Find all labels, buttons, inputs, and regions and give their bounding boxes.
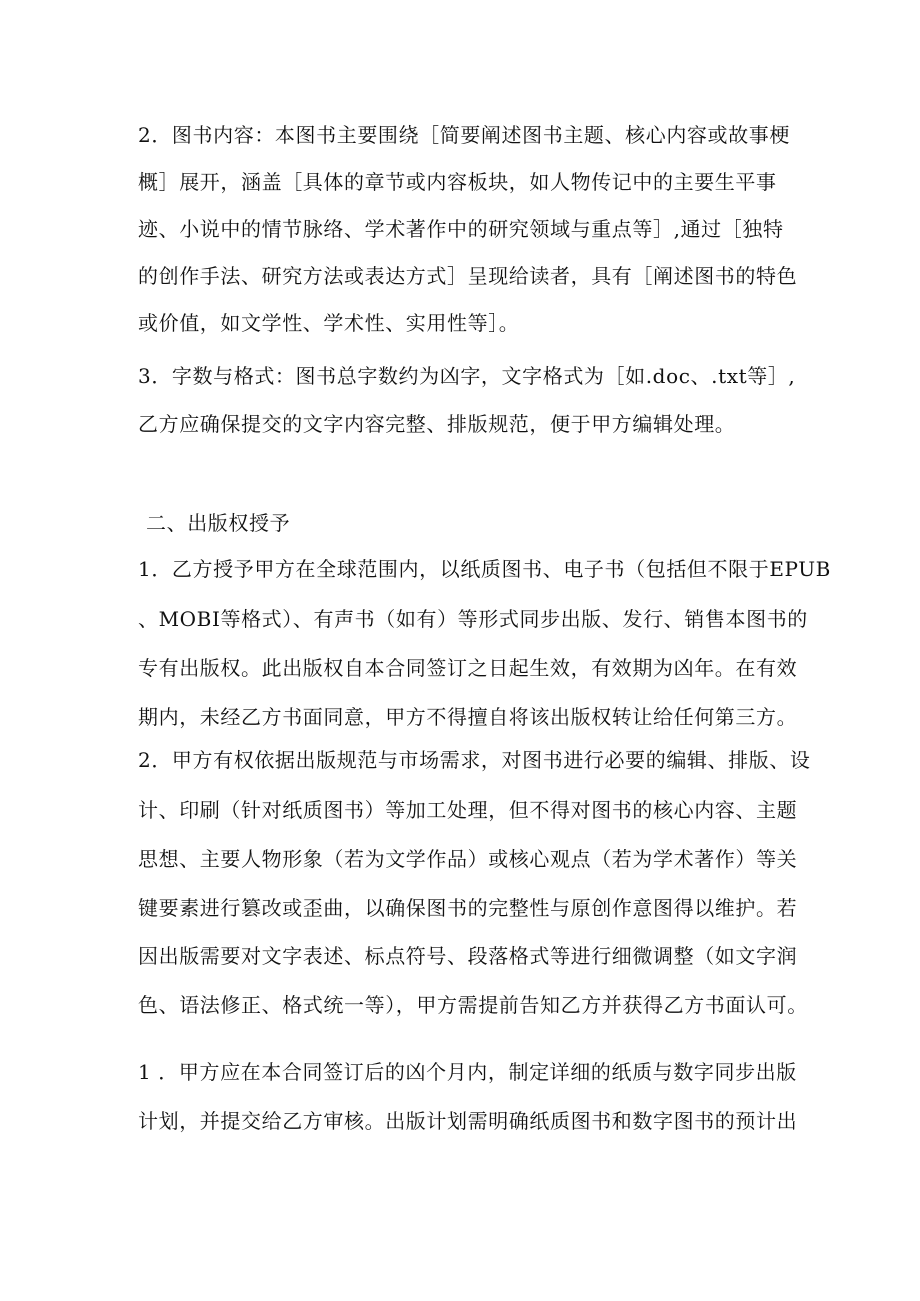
paragraph-line: 计划，并提交给乙方审核。出版计划需明确纸质图书和数字图书的预计出 [138,1109,798,1133]
paragraph-line: 专有出版权。此出版权自本合同签订之日起生效，有效期为凶年。在有效 [138,656,798,680]
paragraph-line: 3．字数与格式：图书总字数约为凶字，文字格式为［如.doc、.txt等］, [138,364,796,388]
paragraph-line: 期内，未经乙方书面同意，甲方不得擅自将该出版权转让给任何第三方。 [138,705,798,729]
paragraph-line: 、MOBI等格式）、有声书（如有）等形式同步出版、发行、销售本图书的 [138,607,808,631]
paragraph-line: 1 ．甲方应在本合同签订后的凶个月内，制定详细的纸质与数字同步出版 [138,1060,797,1084]
paragraph-line: 键要素进行篡改或歪曲，以确保图书的完整性与原创作意图得以维护。若 [138,896,798,920]
paragraph-line: 2．图书内容：本图书主要围绕［简要阐述图书主题、核心内容或故事梗 [138,123,790,147]
paragraph-line: 因出版需要对文字表述、标点符号、段落格式等进行细微调整（如文字润 [138,944,798,968]
paragraph-line: 乙方应确保提交的文字内容完整、排版规范，便于甲方编辑处理。 [138,412,736,436]
paragraph-line: 迹、小说中的情节脉络、学术著作中的研究领域与重点等］,通过［独特 [138,217,784,241]
paragraph-line: 色、语法修正、格式统一等），甲方需提前告知乙方并获得乙方书面认可。 [138,993,808,1017]
paragraph-line: 思想、主要人物形象（若为文学作品）或核心观点（若为学术著作）等关 [138,847,798,871]
paragraph-line: 1．乙方授予甲方在全球范围内，以纸质图书、电子书（包括但不限于EPUB [138,557,831,581]
paragraph-line: 计、印刷（针对纸质图书）等加工处理，但不得对图书的核心内容、主题 [138,798,798,822]
paragraph-line: 2．甲方有权依据出版规范与市场需求，对图书进行必要的编辑、排版、设 [138,748,811,772]
paragraph-line: 概］展开，涵盖［具体的章节或内容板块，如人物传记中的主要生平事 [138,170,777,194]
paragraph-line: 或价值，如文学性、学术性、实用性等］。 [138,311,520,335]
paragraph-line: 的创作手法、研究方法或表达方式］呈现给读者，具有［阐述图书的特色 [138,264,798,288]
section-heading: 二、出版权授予 [146,511,291,535]
